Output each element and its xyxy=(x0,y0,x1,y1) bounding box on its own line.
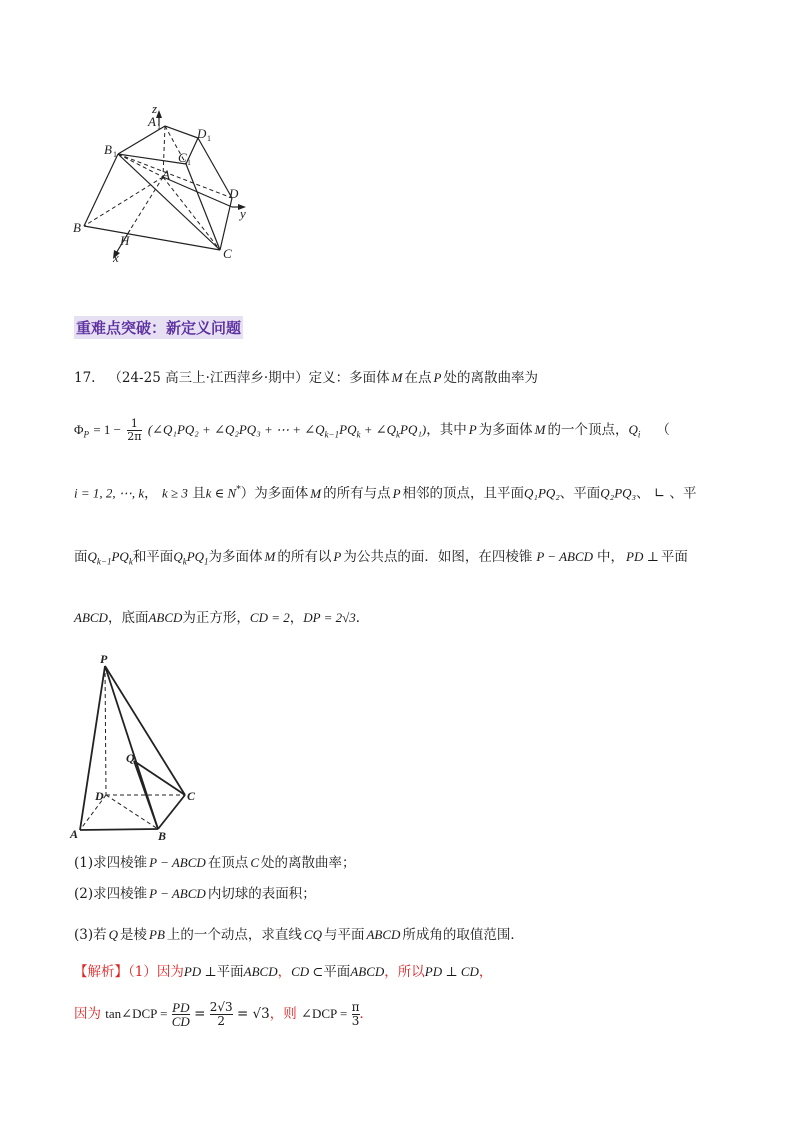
label-h: H xyxy=(120,233,130,248)
label-a: A xyxy=(70,827,79,841)
solution-line-1: 【解析】（1）因为PD ⊥平面ABCD，CD ⊂平面ABCD，所以PD ⊥ CD， xyxy=(74,964,493,980)
label-d: D xyxy=(95,789,104,803)
label-c: C xyxy=(223,246,232,261)
svg-text:1: 1 xyxy=(157,122,161,131)
section-heading: 重难点突破：新定义问题 xyxy=(74,316,243,339)
pyramid-figure xyxy=(68,652,208,844)
frustum-figure xyxy=(70,100,270,270)
problem-line-4: 面$Q_{k-1}PQ_k$和平面$Q_kPQ_1$为多面体 M 的所有以 P 为公共点的面．如图，在四棱锥 P − ABCD 中， PD ⊥ 平面 xyxy=(74,549,688,567)
question-1: (1)求四棱锥 P − ABCD 在顶点 C 处的离散曲率； xyxy=(74,855,356,871)
svg-text:1: 1 xyxy=(207,134,211,143)
formula-fraction: $\frac{1}{2\pi}$ xyxy=(127,417,142,443)
problem-line-3: i = 1, 2, ⋯, k， k ≥ 3 且k ∈ N*）为多面体 M 的所有与点 P 相邻的顶点，且平面Q₁PQ₂、平面Q₂PQ₃、 ∟ 、平 xyxy=(74,485,697,502)
question-3: (3)若 Q 是棱 PB 上的一个动点，求直线 CQ 与平面 ABCD 所成角的取值范围． xyxy=(74,927,524,943)
fraction-pd-cd: $\frac{PD}{CD}$ xyxy=(171,1000,190,1029)
label-d: D xyxy=(229,186,239,201)
solution-line-2: 因为 tan∠DCP = $\frac{PD}{CD}$ = $\frac{2√3}{2}$ = √3，则 ∠DCP = $\frac{\pi}{3}$ ． xyxy=(74,1000,374,1029)
label-x: x xyxy=(113,250,119,265)
fraction-2root3-2: $\frac{2√3}{2}$ xyxy=(209,1000,233,1028)
label-b: B xyxy=(158,829,167,843)
solution-tag: 【解析】 xyxy=(74,964,128,980)
fraction-pi-3: $\frac{\pi}{3}$ xyxy=(351,1000,360,1028)
label-c: C xyxy=(187,789,196,803)
label-p: P xyxy=(100,652,108,666)
question-2: (2)求四棱锥 P − ABCD 内切球的表面积； xyxy=(74,886,316,902)
label-a: A xyxy=(162,167,170,182)
label-b1: B xyxy=(104,142,112,157)
label-q: Q xyxy=(126,751,135,765)
problem-line-1: 17. （24-25 高三上·江西萍乡·期中）定义：多面体 M 在点 P 处的离散曲率为 xyxy=(74,370,538,386)
label-c1: C xyxy=(178,150,187,165)
problem-line-5: ABCD，底面ABCD为正方形，CD = 2，DP = 2√3． xyxy=(74,610,370,626)
svg-text:1: 1 xyxy=(187,158,191,167)
label-y: y xyxy=(240,206,246,221)
svg-text:1: 1 xyxy=(113,150,117,159)
label-d1: D xyxy=(197,126,207,141)
problem-line-formula: $\Phi_P = 1$ − $\frac{1}{2\pi}$ (∠Q₁PQ₂ + ∠Q₂PQ₃ + ⋯ + $\angle Q_{k-1}PQ_k$ + $\angle Q_kPQ_1$)，其中 P 为多面体 M 的一个顶点，$Q_i$ （ xyxy=(74,417,670,443)
label-a1: A xyxy=(148,114,156,129)
label-z: z xyxy=(152,101,158,116)
label-b: B xyxy=(73,220,81,235)
